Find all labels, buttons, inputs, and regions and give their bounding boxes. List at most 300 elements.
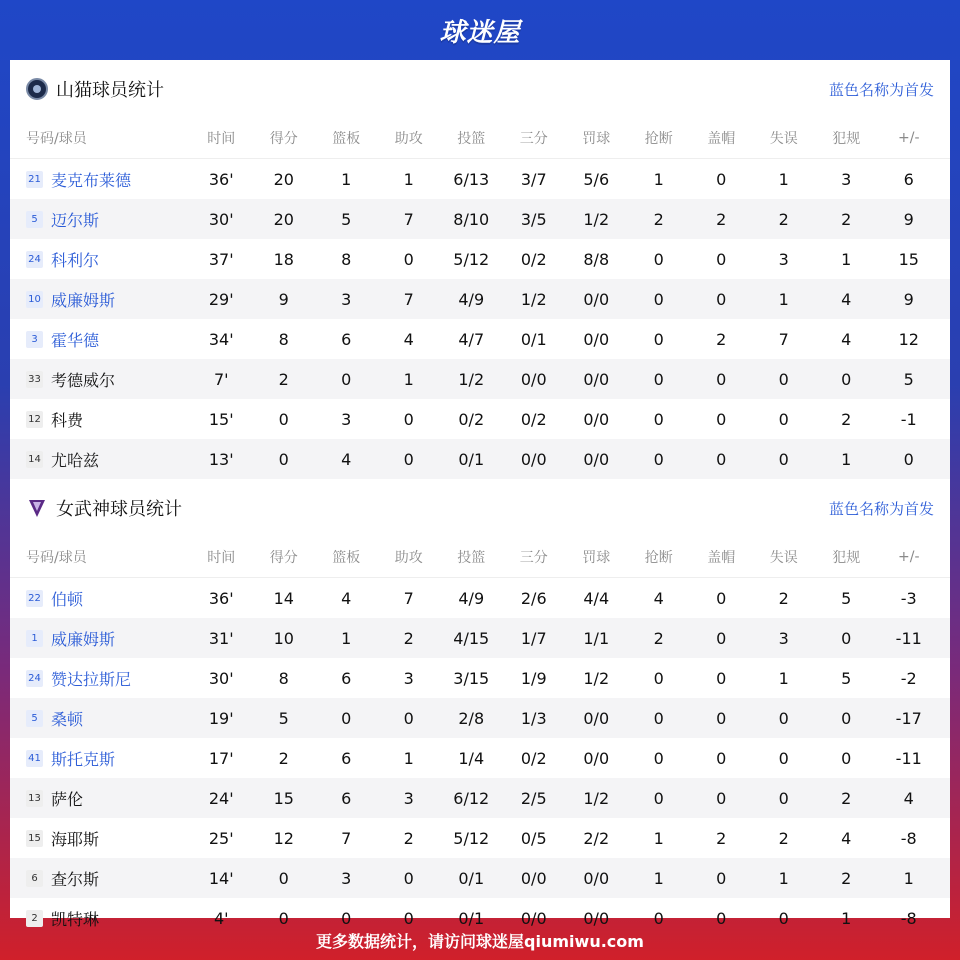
jersey-number-badge: 41 (26, 750, 43, 767)
brand-logo-text: 球迷屋 (439, 17, 521, 48)
stat-blk: 0 (716, 409, 727, 429)
stat-plusminus: -8 (900, 828, 917, 848)
stat-ast: 2 (403, 628, 414, 648)
stat-3pt: 0/2 (520, 409, 547, 429)
stat-min: 29' (208, 289, 234, 309)
stat-3pt: 1/9 (520, 668, 547, 688)
stat-blk: 0 (716, 169, 727, 189)
stat-min: 7' (213, 369, 229, 389)
stat-tov: 0 (778, 708, 789, 728)
stat-pts: 20 (273, 169, 294, 189)
stat-fg: 0/1 (458, 908, 485, 928)
stat-plusminus: -11 (895, 628, 922, 648)
jersey-number-badge: 33 (26, 371, 43, 388)
col-ft: 罚球 (582, 131, 611, 147)
player-row[interactable] (10, 359, 950, 399)
starter-legend: 蓝色名称为首发 (828, 499, 934, 518)
stat-ast: 0 (403, 868, 414, 888)
col-fg: 投篮 (457, 131, 486, 147)
player-row[interactable] (10, 658, 950, 698)
stat-pts: 0 (278, 409, 289, 429)
stat-min: 15' (208, 409, 234, 429)
starter-legend: 蓝色名称为首发 (828, 80, 934, 99)
stat-pf: 2 (841, 788, 852, 808)
stat-blk: 0 (716, 788, 727, 808)
jersey-number-badge: 12 (26, 411, 43, 428)
stat-plusminus: 15 (898, 249, 919, 269)
stat-pf: 1 (841, 249, 852, 269)
player-name-link[interactable]: 斯托克斯 (51, 749, 116, 769)
stat-reb: 4 (341, 449, 352, 469)
stat-pts: 15 (273, 788, 294, 808)
stat-ast: 7 (403, 289, 414, 309)
player-row[interactable] (10, 818, 950, 858)
stat-reb: 6 (341, 788, 352, 808)
stat-pf: 5 (841, 588, 852, 608)
stat-reb: 6 (341, 329, 352, 349)
stat-fg: 4/15 (453, 628, 490, 648)
stat-plusminus: 12 (898, 329, 919, 349)
player-name-link[interactable]: 麦克布莱德 (51, 170, 132, 190)
player-name-link[interactable]: 赞达拉斯尼 (51, 669, 132, 689)
jersey-number-badge: 2 (26, 910, 43, 927)
stat-blk: 0 (716, 708, 727, 728)
stat-ft: 0/0 (583, 748, 610, 768)
stat-reb: 6 (341, 748, 352, 768)
stat-blk: 0 (716, 249, 727, 269)
stat-3pt: 1/2 (520, 289, 547, 309)
col-blk: 盖帽 (707, 550, 736, 566)
jersey-number-badge: 21 (26, 171, 43, 188)
stat-reb: 1 (341, 628, 352, 648)
valkyries-logo-icon (26, 497, 48, 519)
stat-min: 4' (213, 908, 229, 928)
stat-ft: 0/0 (583, 868, 610, 888)
stat-pts: 8 (278, 668, 289, 688)
player-cell (10, 827, 190, 850)
stat-pts: 9 (278, 289, 289, 309)
stat-3pt: 0/5 (520, 828, 547, 848)
stat-fg: 2/8 (458, 708, 485, 728)
player-row[interactable] (10, 778, 950, 818)
player-cell (10, 587, 190, 610)
stat-blk: 0 (716, 668, 727, 688)
stat-stl: 1 (653, 828, 664, 848)
stat-3pt: 0/0 (520, 868, 547, 888)
stat-pf: 0 (841, 369, 852, 389)
player-row[interactable] (10, 738, 950, 778)
stat-ft: 1/2 (583, 668, 610, 688)
stat-blk: 0 (716, 908, 727, 928)
stat-fg: 4/7 (458, 329, 485, 349)
stat-reb: 6 (341, 668, 352, 688)
stat-ast: 3 (403, 668, 414, 688)
col-pf: 犯规 (832, 131, 861, 147)
stat-tov: 0 (778, 788, 789, 808)
stat-plusminus: 9 (903, 209, 914, 229)
stat-ft: 0/0 (583, 369, 610, 389)
stat-stl: 0 (653, 668, 664, 688)
player-cell (10, 747, 190, 770)
stat-min: 36' (208, 588, 234, 608)
player-name-link[interactable]: 伯顿 (51, 589, 84, 609)
stat-min: 30' (208, 668, 234, 688)
stat-stl: 0 (653, 748, 664, 768)
stat-pf: 2 (841, 409, 852, 429)
player-name-link[interactable]: 桑顿 (51, 709, 84, 729)
stat-tov: 0 (778, 409, 789, 429)
stat-min: 34' (208, 329, 234, 349)
stat-blk: 0 (716, 748, 727, 768)
stat-3pt: 2/5 (520, 788, 547, 808)
col-blk: 盖帽 (707, 131, 736, 147)
stat-ast: 0 (403, 249, 414, 269)
stat-reb: 3 (341, 868, 352, 888)
stat-ft: 4/4 (583, 588, 610, 608)
stat-ft: 1/1 (583, 628, 610, 648)
stat-min: 17' (208, 748, 234, 768)
stat-tov: 0 (778, 908, 789, 928)
player-name-link[interactable]: 霍华德 (51, 330, 100, 350)
stat-reb: 3 (341, 289, 352, 309)
stat-stl: 0 (653, 249, 664, 269)
col-fg: 投篮 (457, 550, 486, 566)
player-row[interactable] (10, 159, 950, 199)
stat-stl: 2 (653, 209, 664, 229)
player-name-link[interactable]: 凯特琳 (51, 909, 100, 929)
stat-reb: 1 (341, 169, 352, 189)
stat-tov: 1 (778, 169, 789, 189)
jersey-number-badge: 14 (26, 451, 43, 468)
stat-pf: 0 (841, 748, 852, 768)
stat-ft: 2/2 (583, 828, 610, 848)
player-name-link[interactable]: 尤哈兹 (51, 450, 100, 470)
stat-ft: 0/0 (583, 449, 610, 469)
jersey-number-badge: 5 (26, 710, 43, 727)
stat-min: 36' (208, 169, 234, 189)
stat-blk: 0 (716, 588, 727, 608)
jersey-number-badge: 24 (26, 670, 43, 687)
player-name-link[interactable]: 科利尔 (51, 250, 100, 270)
stat-fg: 0/2 (458, 409, 485, 429)
stat-tov: 1 (778, 668, 789, 688)
stat-ast: 3 (403, 788, 414, 808)
stat-min: 14' (208, 868, 234, 888)
stat-3pt: 0/0 (520, 369, 547, 389)
stat-3pt: 0/1 (520, 329, 547, 349)
col-plusminus: +/- (898, 130, 920, 146)
col-reb: 篮板 (332, 131, 361, 147)
column-header-row (10, 118, 950, 159)
jersey-number-badge: 13 (26, 790, 43, 807)
player-cell (10, 328, 190, 351)
stat-plusminus: 9 (903, 289, 914, 309)
stat-pf: 3 (841, 169, 852, 189)
stat-3pt: 0/2 (520, 748, 547, 768)
stat-pf: 0 (841, 708, 852, 728)
col-ast: 助攻 (394, 131, 423, 147)
team-header (10, 479, 950, 537)
footer-banner[interactable] (0, 920, 960, 960)
stat-tov: 3 (778, 249, 789, 269)
stat-pts: 2 (278, 369, 289, 389)
player-row[interactable] (10, 618, 950, 658)
stat-pts: 8 (278, 329, 289, 349)
player-row[interactable] (10, 698, 950, 738)
stat-pf: 2 (841, 209, 852, 229)
stat-reb: 5 (341, 209, 352, 229)
player-cell (10, 368, 190, 391)
player-cell (10, 248, 190, 271)
team-title: 山猫球员统计 (56, 80, 164, 101)
player-cell (10, 707, 190, 730)
stat-blk: 0 (716, 449, 727, 469)
col-reb: 篮板 (332, 550, 361, 566)
stat-pts: 14 (273, 588, 294, 608)
stat-reb: 0 (341, 369, 352, 389)
stat-plusminus: 6 (903, 169, 914, 189)
stat-tov: 0 (778, 369, 789, 389)
stat-fg: 8/10 (453, 209, 490, 229)
player-cell (10, 288, 190, 311)
stat-pts: 5 (278, 708, 289, 728)
jersey-number-badge: 5 (26, 211, 43, 228)
stat-reb: 0 (341, 908, 352, 928)
stat-pf: 2 (841, 868, 852, 888)
jersey-number-badge: 1 (26, 630, 43, 647)
col-pts: 得分 (269, 131, 298, 147)
stat-ft: 1/2 (583, 209, 610, 229)
stat-blk: 0 (716, 868, 727, 888)
stat-plusminus: -1 (900, 409, 917, 429)
stat-stl: 0 (653, 409, 664, 429)
stat-tov: 7 (778, 329, 789, 349)
team-section (10, 60, 950, 479)
player-cell (10, 787, 190, 810)
stat-pf: 1 (841, 449, 852, 469)
col-player: 号码/球员 (26, 131, 87, 147)
stat-fg: 0/1 (458, 868, 485, 888)
stat-plusminus: 1 (903, 868, 914, 888)
stat-reb: 3 (341, 409, 352, 429)
player-name-link[interactable]: 海耶斯 (51, 829, 100, 849)
stat-pts: 0 (278, 908, 289, 928)
stat-ast: 0 (403, 409, 414, 429)
player-cell (10, 627, 190, 650)
stat-stl: 0 (653, 708, 664, 728)
stat-plusminus: 5 (903, 369, 914, 389)
stat-ft: 0/0 (583, 708, 610, 728)
stat-plusminus: -3 (900, 588, 917, 608)
col-tov: 失误 (769, 131, 798, 147)
player-row[interactable] (10, 399, 950, 439)
stat-plusminus: 0 (903, 449, 914, 469)
player-name-link[interactable]: 科费 (51, 410, 84, 430)
team-section (10, 479, 950, 938)
player-name-link[interactable]: 威廉姆斯 (51, 290, 116, 310)
stat-fg: 1/4 (458, 748, 485, 768)
stat-min: 30' (208, 209, 234, 229)
col-pts: 得分 (269, 550, 298, 566)
stat-blk: 2 (716, 209, 727, 229)
stat-fg: 0/1 (458, 449, 485, 469)
stat-stl: 0 (653, 449, 664, 469)
column-header-row (10, 537, 950, 578)
stat-pts: 18 (273, 249, 294, 269)
stat-pts: 0 (278, 449, 289, 469)
stat-ft: 0/0 (583, 409, 610, 429)
col-pf: 犯规 (832, 550, 861, 566)
stat-plusminus: 4 (903, 788, 914, 808)
jersey-number-badge: 22 (26, 590, 43, 607)
stat-min: 31' (208, 628, 234, 648)
stat-ast: 7 (403, 588, 414, 608)
stat-pts: 0 (278, 868, 289, 888)
player-row[interactable] (10, 858, 950, 898)
player-cell (10, 168, 190, 191)
col-plusminus: +/- (898, 549, 920, 565)
player-cell (10, 448, 190, 471)
stat-pf: 5 (841, 668, 852, 688)
team-header (10, 60, 950, 118)
jersey-number-badge: 10 (26, 291, 43, 308)
stat-pts: 12 (273, 828, 294, 848)
stat-fg: 3/15 (453, 668, 490, 688)
footer-text: 更多数据统计，请访问球迷屋qiumiwu.com (316, 931, 644, 951)
stat-stl: 0 (653, 788, 664, 808)
stat-ast: 1 (403, 169, 414, 189)
stat-fg: 5/12 (453, 828, 490, 848)
stat-min: 37' (208, 249, 234, 269)
stat-stl: 0 (653, 369, 664, 389)
stat-pf: 0 (841, 628, 852, 648)
stat-reb: 8 (341, 249, 352, 269)
player-cell (10, 208, 190, 231)
stat-fg: 4/9 (458, 588, 485, 608)
stat-fg: 4/9 (458, 289, 485, 309)
player-row[interactable] (10, 439, 950, 479)
col-ast: 助攻 (394, 550, 423, 566)
player-cell (10, 667, 190, 690)
player-name-link[interactable]: 威廉姆斯 (51, 629, 116, 649)
col-player: 号码/球员 (26, 550, 87, 566)
stat-ast: 1 (403, 748, 414, 768)
col-3pt: 三分 (519, 550, 548, 566)
player-name-link[interactable]: 查尔斯 (51, 869, 100, 889)
stat-blk: 0 (716, 289, 727, 309)
stat-ft: 8/8 (583, 249, 610, 269)
stat-pf: 4 (841, 289, 852, 309)
player-row[interactable] (10, 279, 950, 319)
stat-3pt: 2/6 (520, 588, 547, 608)
stat-fg: 1/2 (458, 369, 485, 389)
stat-reb: 7 (341, 828, 352, 848)
stat-3pt: 1/3 (520, 708, 547, 728)
stat-ft: 0/0 (583, 329, 610, 349)
lynx-logo-icon (26, 78, 48, 100)
stat-reb: 0 (341, 708, 352, 728)
stat-stl: 0 (653, 289, 664, 309)
stat-tov: 1 (778, 289, 789, 309)
stat-ast: 4 (403, 329, 414, 349)
stat-3pt: 0/0 (520, 449, 547, 469)
player-row[interactable] (10, 578, 950, 618)
stat-ast: 0 (403, 708, 414, 728)
jersey-number-badge: 24 (26, 251, 43, 268)
stat-tov: 2 (778, 588, 789, 608)
stat-tov: 2 (778, 209, 789, 229)
col-tov: 失误 (769, 550, 798, 566)
player-row[interactable] (10, 319, 950, 359)
stat-3pt: 3/5 (520, 209, 547, 229)
stat-ft: 0/0 (583, 908, 610, 928)
stat-tov: 3 (778, 628, 789, 648)
stat-plusminus: -2 (900, 668, 917, 688)
player-name-link[interactable]: 萨伦 (51, 789, 84, 809)
stat-ast: 2 (403, 828, 414, 848)
stat-blk: 2 (716, 329, 727, 349)
player-row[interactable] (10, 199, 950, 239)
stat-ast: 0 (403, 449, 414, 469)
stat-pf: 4 (841, 329, 852, 349)
stat-stl: 1 (653, 868, 664, 888)
col-ft: 罚球 (582, 550, 611, 566)
stat-stl: 2 (653, 628, 664, 648)
stat-fg: 5/12 (453, 249, 490, 269)
stats-card (10, 60, 950, 929)
stat-pf: 4 (841, 828, 852, 848)
top-bar (0, 0, 960, 60)
stat-plusminus: -11 (895, 748, 922, 768)
jersey-number-badge: 3 (26, 331, 43, 348)
player-cell (10, 867, 190, 890)
col-3pt: 三分 (519, 131, 548, 147)
col-stl: 抢断 (644, 131, 673, 147)
player-row[interactable] (10, 239, 950, 279)
col-min: 时间 (207, 550, 236, 566)
stat-stl: 0 (653, 329, 664, 349)
stat-pts: 20 (273, 209, 294, 229)
stat-ast: 0 (403, 908, 414, 928)
stat-stl: 0 (653, 908, 664, 928)
stat-pf: 1 (841, 908, 852, 928)
stat-pts: 2 (278, 748, 289, 768)
stat-min: 13' (208, 449, 234, 469)
stat-pts: 10 (273, 628, 294, 648)
stat-ft: 5/6 (583, 169, 610, 189)
stat-fg: 6/12 (453, 788, 490, 808)
stat-plusminus: -8 (900, 908, 917, 928)
stat-tov: 0 (778, 449, 789, 469)
stat-ft: 0/0 (583, 289, 610, 309)
col-stl: 抢断 (644, 550, 673, 566)
stat-stl: 1 (653, 169, 664, 189)
stat-blk: 0 (716, 628, 727, 648)
stat-plusminus: -17 (895, 708, 922, 728)
player-name-link[interactable]: 迈尔斯 (51, 210, 100, 230)
stat-3pt: 3/7 (520, 169, 547, 189)
stat-ast: 7 (403, 209, 414, 229)
stat-3pt: 1/7 (520, 628, 547, 648)
jersey-number-badge: 6 (26, 870, 43, 887)
col-min: 时间 (207, 131, 236, 147)
player-name-link[interactable]: 考德威尔 (51, 370, 116, 390)
player-cell (10, 408, 190, 431)
stat-tov: 1 (778, 868, 789, 888)
stat-tov: 2 (778, 828, 789, 848)
jersey-number-badge: 15 (26, 830, 43, 847)
stat-ast: 1 (403, 369, 414, 389)
